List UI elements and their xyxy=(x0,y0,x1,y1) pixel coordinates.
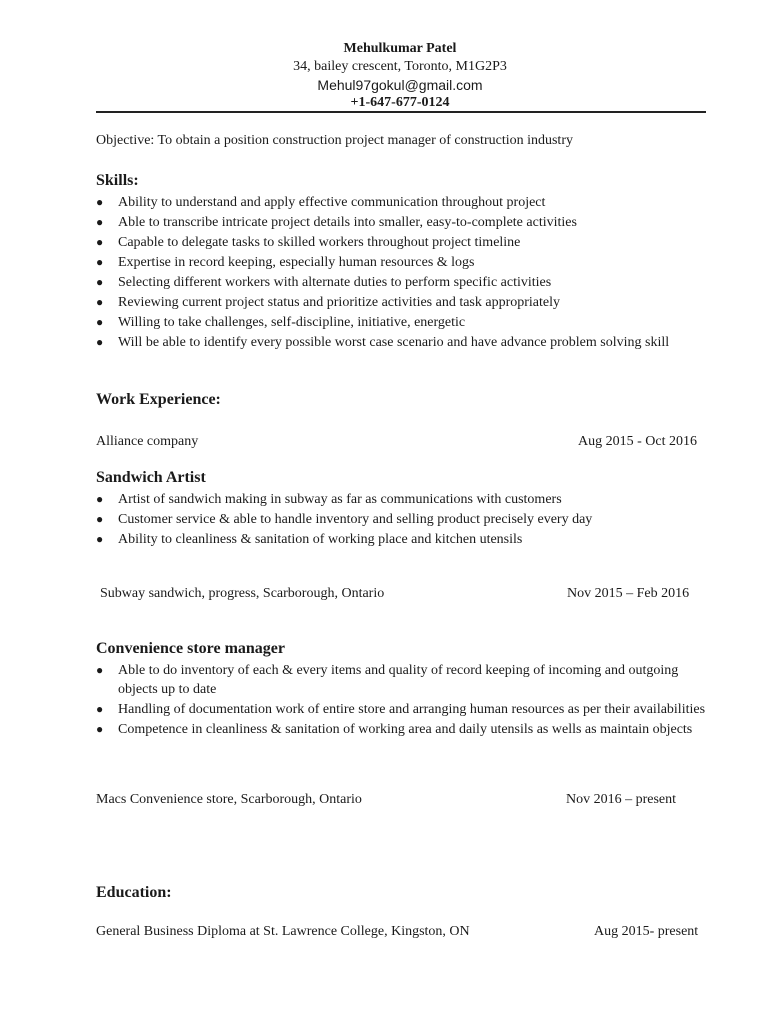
job-title: Convenience store manager xyxy=(96,640,285,657)
duty-item: ● Handling of documentation work of entire store and arranging human resources as per their availabilities xyxy=(96,702,706,717)
employment-dates: Nov 2016 – present xyxy=(566,792,677,807)
job-title: Sandwich Artist xyxy=(96,469,206,486)
bullet-icon: ● xyxy=(96,235,104,249)
skill-item: ● Will be able to identify every possible worst case scenario and have advance problem solving skill xyxy=(96,335,670,350)
skill-item: ● Selecting different workers with alternate duties to perform specific activities xyxy=(96,275,552,290)
phone-number: +1-647-677-0124 xyxy=(350,95,450,110)
bullet-icon: ● xyxy=(96,335,104,349)
bullet-icon: ● xyxy=(96,532,104,546)
email-address: Mehul97gokul@gmail.com xyxy=(317,77,483,93)
bullet-icon: ● xyxy=(96,255,104,269)
employment-dates: Nov 2015 – Feb 2016 xyxy=(567,586,690,601)
duty-item: ● Artist of sandwich making in subway as far as communications with customers xyxy=(96,492,562,507)
skill-item: ● Reviewing current project status and prioritize activities and task appropriately xyxy=(96,295,561,310)
education-dates: Aug 2015- present xyxy=(594,924,699,939)
skill-item: ● Ability to understand and apply effective communication throughout project xyxy=(96,195,546,210)
bullet-icon: ● xyxy=(96,722,104,736)
bullet-icon: ● xyxy=(96,275,104,289)
employment-dates: Aug 2015 - Oct 2016 xyxy=(578,434,697,449)
address: 34, bailey crescent, Toronto, M1G2P3 xyxy=(293,59,507,74)
header-divider xyxy=(96,111,706,113)
education-heading: Education: xyxy=(96,884,172,901)
duty-item: ● Competence in cleanliness & sanitation of working area and daily utensils as wells as maintain objects xyxy=(96,722,693,737)
bullet-icon: ● xyxy=(96,492,104,506)
skill-item: ● Expertise in record keeping, especially human resources & logs xyxy=(96,255,475,270)
job-duties-list xyxy=(96,490,706,550)
skills-list xyxy=(96,193,706,353)
duty-item: ● Customer service & able to handle inventory and selling product precisely every day xyxy=(96,512,593,527)
skill-item: ● Willing to take challenges, self-discipline, initiative, energetic xyxy=(96,315,466,330)
objective-statement: Objective: To obtain a position construction project manager of construction industry xyxy=(96,133,573,148)
bullet-icon: ● xyxy=(96,702,104,716)
education-entry: General Business Diploma at St. Lawrence College, Kingston, ON xyxy=(96,924,470,939)
bullet-icon: ● xyxy=(96,295,104,309)
bullet-icon: ● xyxy=(96,663,104,677)
applicant-name: Mehulkumar Patel xyxy=(343,41,457,56)
job-duties-list xyxy=(96,661,706,740)
skill-item: ● Able to transcribe intricate project details into smaller, easy-to-complete activities xyxy=(96,215,577,230)
duty-item: ● Ability to cleanliness & sanitation of working place and kitchen utensils xyxy=(96,532,523,547)
contact-header xyxy=(0,40,768,112)
work-experience-heading: Work Experience: xyxy=(96,391,221,408)
skill-item: ● Capable to delegate tasks to skilled workers throughout project timeline xyxy=(96,235,521,250)
bullet-icon: ● xyxy=(96,315,104,329)
bullet-icon: ● xyxy=(96,215,104,229)
employer-name: Subway sandwich, progress, Scarborough, Ontario xyxy=(100,586,385,601)
bullet-icon: ● xyxy=(96,195,104,209)
bullet-icon: ● xyxy=(96,512,104,526)
skills-heading: Skills: xyxy=(96,172,139,189)
employer-name: Macs Convenience store, Scarborough, Ontario xyxy=(96,792,362,807)
duty-item: ● Able to do inventory of each & every items and quality of record keeping of incoming and outgoing objects up to date xyxy=(96,663,679,697)
employer-name: Alliance company xyxy=(96,434,199,449)
